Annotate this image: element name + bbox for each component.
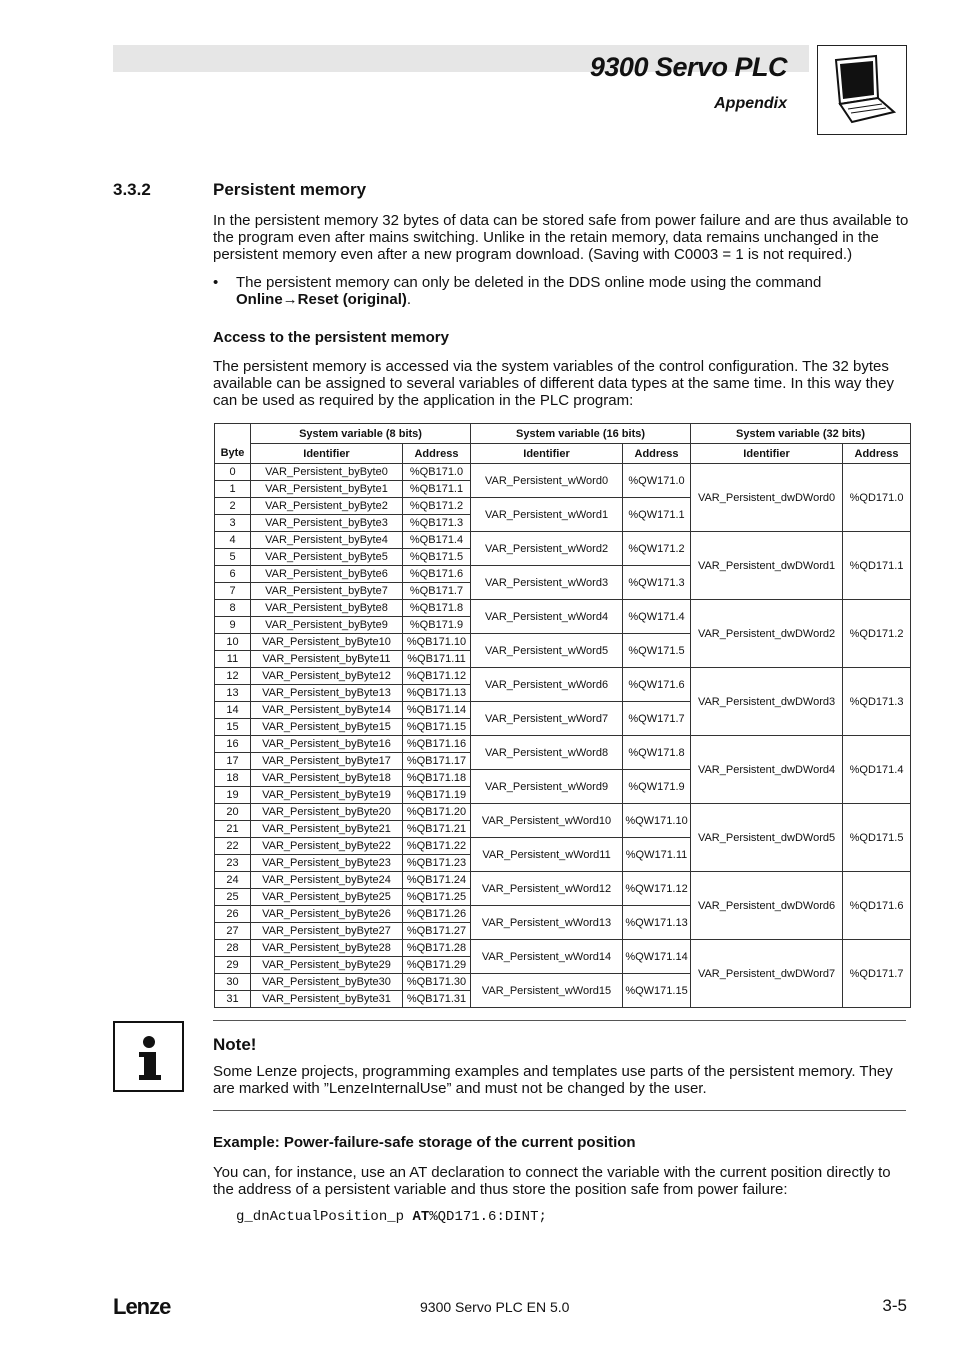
- byte-cell: 16: [215, 736, 251, 753]
- dword-identifier-cell: VAR_Persistent_dwDWord6: [691, 872, 843, 940]
- note-top-rule: [213, 1020, 906, 1021]
- byte-address-cell: %QB171.27: [403, 923, 471, 940]
- code-var: g_dnActualPosition_p: [236, 1209, 413, 1225]
- byte-address-cell: %QB171.12: [403, 668, 471, 685]
- byte-address-cell: %QB171.17: [403, 753, 471, 770]
- dword-identifier-cell: VAR_Persistent_dwDWord5: [691, 804, 843, 872]
- dword-address-cell: %QD171.6: [843, 872, 911, 940]
- byte-identifier-cell: VAR_Persistent_byByte10: [251, 634, 403, 651]
- page-number: 3-5: [882, 1296, 907, 1315]
- note-text: Some Lenze projects, programming examples and templates use parts of the persistent memory. They are marked with ”LenzeInternalUse” and must not be changed by the user.: [213, 1063, 893, 1097]
- dword-address-cell: %QD171.1: [843, 532, 911, 600]
- byte-cell: 29: [215, 957, 251, 974]
- byte-address-cell: %QB171.21: [403, 821, 471, 838]
- byte-cell: 4: [215, 532, 251, 549]
- byte-cell: 18: [215, 770, 251, 787]
- table-row: [215, 736, 911, 753]
- note-bottom-rule: [213, 1110, 906, 1111]
- corner-cell: [215, 424, 251, 444]
- code-rest: %QD171.6:DINT;: [429, 1209, 547, 1225]
- page-subtitle: Appendix: [714, 95, 787, 112]
- byte-address-cell: %QB171.3: [403, 515, 471, 532]
- table-row: [215, 804, 911, 821]
- info-icon: [113, 1021, 184, 1092]
- byte-cell: 3: [215, 515, 251, 532]
- table-row: [215, 872, 911, 889]
- intro-paragraph: In the persistent memory 32 bytes of data can be stored safe from power failure and are thus available to the program even after mains switching. Unlike in the retain memory, data remains unchanged in the persistent memory even after a new program download. (Saving with C0003 = 1 is not required.): [213, 212, 909, 263]
- group-header-16bit: System variable (16 bits): [471, 424, 691, 444]
- byte-cell: 31: [215, 991, 251, 1008]
- byte-identifier-cell: VAR_Persistent_byByte14: [251, 702, 403, 719]
- byte-identifier-cell: VAR_Persistent_byByte7: [251, 583, 403, 600]
- byte-cell: 17: [215, 753, 251, 770]
- byte-identifier-cell: VAR_Persistent_byByte25: [251, 889, 403, 906]
- word-identifier-cell: VAR_Persistent_wWord9: [471, 770, 623, 804]
- byte-cell: 5: [215, 549, 251, 566]
- lenze-logo: Lenze: [113, 1294, 171, 1319]
- word-address-cell: %QW171.5: [623, 634, 691, 668]
- byte-cell: 0: [215, 464, 251, 481]
- byte-address-cell: %QB171.11: [403, 651, 471, 668]
- dword-identifier-cell: VAR_Persistent_dwDWord2: [691, 600, 843, 668]
- dword-identifier-cell: VAR_Persistent_dwDWord7: [691, 940, 843, 1008]
- col-header-identifier: Identifier: [471, 444, 623, 464]
- word-address-cell: %QW171.3: [623, 566, 691, 600]
- table-row: [215, 464, 911, 481]
- word-identifier-cell: VAR_Persistent_wWord12: [471, 872, 623, 906]
- byte-cell: 27: [215, 923, 251, 940]
- byte-address-cell: %QB171.4: [403, 532, 471, 549]
- dword-identifier-cell: VAR_Persistent_dwDWord3: [691, 668, 843, 736]
- byte-cell: 15: [215, 719, 251, 736]
- table-row: [215, 532, 911, 549]
- byte-cell: 23: [215, 855, 251, 872]
- word-identifier-cell: VAR_Persistent_wWord6: [471, 668, 623, 702]
- dword-identifier-cell: VAR_Persistent_dwDWord1: [691, 532, 843, 600]
- note-title: Note!: [213, 1035, 257, 1054]
- col-header-byte: Byte: [215, 444, 251, 464]
- dword-address-cell: %QD171.5: [843, 804, 911, 872]
- section-title: Persistent memory: [213, 180, 367, 199]
- byte-cell: 13: [215, 685, 251, 702]
- bullet-end: .: [406, 291, 412, 308]
- byte-cell: 6: [215, 566, 251, 583]
- bullet-body: The persistent memory can only be deleted in the DDS online mode using the command: [236, 274, 822, 291]
- byte-identifier-cell: VAR_Persistent_byByte0: [251, 464, 403, 481]
- byte-identifier-cell: VAR_Persistent_byByte29: [251, 957, 403, 974]
- byte-address-cell: %QB171.2: [403, 498, 471, 515]
- byte-cell: 12: [215, 668, 251, 685]
- word-address-cell: %QW171.10: [623, 804, 691, 838]
- byte-address-cell: %QB171.9: [403, 617, 471, 634]
- byte-address-cell: %QB171.29: [403, 957, 471, 974]
- byte-identifier-cell: VAR_Persistent_byByte6: [251, 566, 403, 583]
- byte-cell: 11: [215, 651, 251, 668]
- word-identifier-cell: VAR_Persistent_wWord1: [471, 498, 623, 532]
- byte-identifier-cell: VAR_Persistent_byByte3: [251, 515, 403, 532]
- bullet-text: [236, 274, 909, 308]
- word-identifier-cell: VAR_Persistent_wWord8: [471, 736, 623, 770]
- word-identifier-cell: VAR_Persistent_wWord15: [471, 974, 623, 1008]
- byte-address-cell: %QB171.22: [403, 838, 471, 855]
- word-address-cell: %QW171.1: [623, 498, 691, 532]
- byte-cell: 30: [215, 974, 251, 991]
- group-header-32bit: System variable (32 bits): [691, 424, 911, 444]
- byte-address-cell: %QB171.16: [403, 736, 471, 753]
- byte-identifier-cell: VAR_Persistent_byByte4: [251, 532, 403, 549]
- access-paragraph: The persistent memory is accessed via the system variables of the control configuration. The 32 bytes available can be assigned to several variables of different data types at the same time. In this way they can be used as required by the application in the PLC program:: [213, 358, 894, 409]
- byte-identifier-cell: VAR_Persistent_byByte19: [251, 787, 403, 804]
- byte-address-cell: %QB171.10: [403, 634, 471, 651]
- byte-identifier-cell: VAR_Persistent_byByte31: [251, 991, 403, 1008]
- byte-identifier-cell: VAR_Persistent_byByte15: [251, 719, 403, 736]
- byte-identifier-cell: VAR_Persistent_byByte23: [251, 855, 403, 872]
- byte-cell: 19: [215, 787, 251, 804]
- word-address-cell: %QW171.4: [623, 600, 691, 634]
- word-identifier-cell: VAR_Persistent_wWord5: [471, 634, 623, 668]
- byte-cell: 25: [215, 889, 251, 906]
- byte-address-cell: %QB171.1: [403, 481, 471, 498]
- word-address-cell: %QW171.12: [623, 872, 691, 906]
- byte-cell: 21: [215, 821, 251, 838]
- access-heading: Access to the persistent memory: [213, 329, 449, 346]
- section-number: 3.3.2: [113, 180, 151, 199]
- word-identifier-cell: VAR_Persistent_wWord7: [471, 702, 623, 736]
- byte-cell: 20: [215, 804, 251, 821]
- byte-identifier-cell: VAR_Persistent_byByte8: [251, 600, 403, 617]
- page-title: 9300 Servo PLC: [589, 52, 787, 82]
- word-identifier-cell: VAR_Persistent_wWord11: [471, 838, 623, 872]
- byte-address-cell: %QB171.31: [403, 991, 471, 1008]
- dword-address-cell: %QD171.2: [843, 600, 911, 668]
- dword-identifier-cell: VAR_Persistent_dwDWord0: [691, 464, 843, 532]
- byte-identifier-cell: VAR_Persistent_byByte5: [251, 549, 403, 566]
- byte-identifier-cell: VAR_Persistent_byByte28: [251, 940, 403, 957]
- word-address-cell: %QW171.13: [623, 906, 691, 940]
- byte-identifier-cell: VAR_Persistent_byByte2: [251, 498, 403, 515]
- bullet-icon: •: [213, 274, 219, 291]
- persistent-memory-table: [214, 423, 911, 1008]
- byte-identifier-cell: VAR_Persistent_byByte11: [251, 651, 403, 668]
- word-identifier-cell: VAR_Persistent_wWord2: [471, 532, 623, 566]
- code-line: [236, 1209, 547, 1225]
- byte-address-cell: %QB171.23: [403, 855, 471, 872]
- byte-identifier-cell: VAR_Persistent_byByte30: [251, 974, 403, 991]
- dword-address-cell: %QD171.7: [843, 940, 911, 1008]
- byte-address-cell: %QB171.6: [403, 566, 471, 583]
- word-address-cell: %QW171.6: [623, 668, 691, 702]
- byte-cell: 22: [215, 838, 251, 855]
- byte-identifier-cell: VAR_Persistent_byByte17: [251, 753, 403, 770]
- dword-address-cell: %QD171.0: [843, 464, 911, 532]
- byte-address-cell: %QB171.5: [403, 549, 471, 566]
- col-header-address: Address: [623, 444, 691, 464]
- word-identifier-cell: VAR_Persistent_wWord3: [471, 566, 623, 600]
- byte-identifier-cell: VAR_Persistent_byByte22: [251, 838, 403, 855]
- byte-address-cell: %QB171.15: [403, 719, 471, 736]
- byte-address-cell: %QB171.0: [403, 464, 471, 481]
- table-row: [215, 600, 911, 617]
- col-header-identifier: Identifier: [691, 444, 843, 464]
- byte-cell: 2: [215, 498, 251, 515]
- byte-address-cell: %QB171.20: [403, 804, 471, 821]
- word-address-cell: %QW171.15: [623, 974, 691, 1008]
- word-address-cell: %QW171.9: [623, 770, 691, 804]
- byte-address-cell: %QB171.18: [403, 770, 471, 787]
- byte-address-cell: %QB171.25: [403, 889, 471, 906]
- word-address-cell: %QW171.0: [623, 464, 691, 498]
- byte-address-cell: %QB171.8: [403, 600, 471, 617]
- byte-cell: 9: [215, 617, 251, 634]
- bullet-command: Online→Reset (original): [236, 291, 407, 308]
- word-address-cell: %QW171.14: [623, 940, 691, 974]
- byte-identifier-cell: VAR_Persistent_byByte9: [251, 617, 403, 634]
- byte-address-cell: %QB171.30: [403, 974, 471, 991]
- word-address-cell: %QW171.11: [623, 838, 691, 872]
- byte-identifier-cell: VAR_Persistent_byByte26: [251, 906, 403, 923]
- byte-cell: 10: [215, 634, 251, 651]
- byte-cell: 24: [215, 872, 251, 889]
- byte-address-cell: %QB171.28: [403, 940, 471, 957]
- byte-cell: 1: [215, 481, 251, 498]
- col-header-address: Address: [843, 444, 911, 464]
- word-identifier-cell: VAR_Persistent_wWord4: [471, 600, 623, 634]
- word-identifier-cell: VAR_Persistent_wWord13: [471, 906, 623, 940]
- table-row: [215, 940, 911, 957]
- example-paragraph: You can, for instance, use an AT declaration to connect the variable with the current position directly to the address of a persistent variable and thus store the position safe from power failure:: [213, 1164, 891, 1198]
- word-address-cell: %QW171.7: [623, 702, 691, 736]
- laptop-icon: [817, 45, 907, 135]
- byte-address-cell: %QB171.19: [403, 787, 471, 804]
- byte-identifier-cell: VAR_Persistent_byByte18: [251, 770, 403, 787]
- word-identifier-cell: VAR_Persistent_wWord14: [471, 940, 623, 974]
- example-heading: Example: Power-failure-safe storage of the current position: [213, 1134, 636, 1151]
- byte-cell: 28: [215, 940, 251, 957]
- word-address-cell: %QW171.8: [623, 736, 691, 770]
- byte-address-cell: %QB171.13: [403, 685, 471, 702]
- footer-doc: 9300 Servo PLC EN 5.0: [420, 1299, 570, 1315]
- byte-cell: 8: [215, 600, 251, 617]
- dword-address-cell: %QD171.4: [843, 736, 911, 804]
- dword-address-cell: %QD171.3: [843, 668, 911, 736]
- byte-identifier-cell: VAR_Persistent_byByte24: [251, 872, 403, 889]
- byte-identifier-cell: VAR_Persistent_byByte13: [251, 685, 403, 702]
- byte-identifier-cell: VAR_Persistent_byByte16: [251, 736, 403, 753]
- byte-identifier-cell: VAR_Persistent_byByte1: [251, 481, 403, 498]
- group-header-8bit: System variable (8 bits): [251, 424, 471, 444]
- byte-cell: 26: [215, 906, 251, 923]
- col-header-identifier: Identifier: [251, 444, 403, 464]
- word-address-cell: %QW171.2: [623, 532, 691, 566]
- byte-address-cell: %QB171.7: [403, 583, 471, 600]
- byte-address-cell: %QB171.14: [403, 702, 471, 719]
- byte-identifier-cell: VAR_Persistent_byByte21: [251, 821, 403, 838]
- byte-address-cell: %QB171.24: [403, 872, 471, 889]
- byte-cell: 14: [215, 702, 251, 719]
- byte-identifier-cell: VAR_Persistent_byByte20: [251, 804, 403, 821]
- code-keyword: AT: [412, 1209, 430, 1225]
- byte-address-cell: %QB171.26: [403, 906, 471, 923]
- byte-identifier-cell: VAR_Persistent_byByte12: [251, 668, 403, 685]
- word-identifier-cell: VAR_Persistent_wWord0: [471, 464, 623, 498]
- dword-identifier-cell: VAR_Persistent_dwDWord4: [691, 736, 843, 804]
- col-header-address: Address: [403, 444, 471, 464]
- byte-cell: 7: [215, 583, 251, 600]
- word-identifier-cell: VAR_Persistent_wWord10: [471, 804, 623, 838]
- byte-identifier-cell: VAR_Persistent_byByte27: [251, 923, 403, 940]
- table-row: [215, 668, 911, 685]
